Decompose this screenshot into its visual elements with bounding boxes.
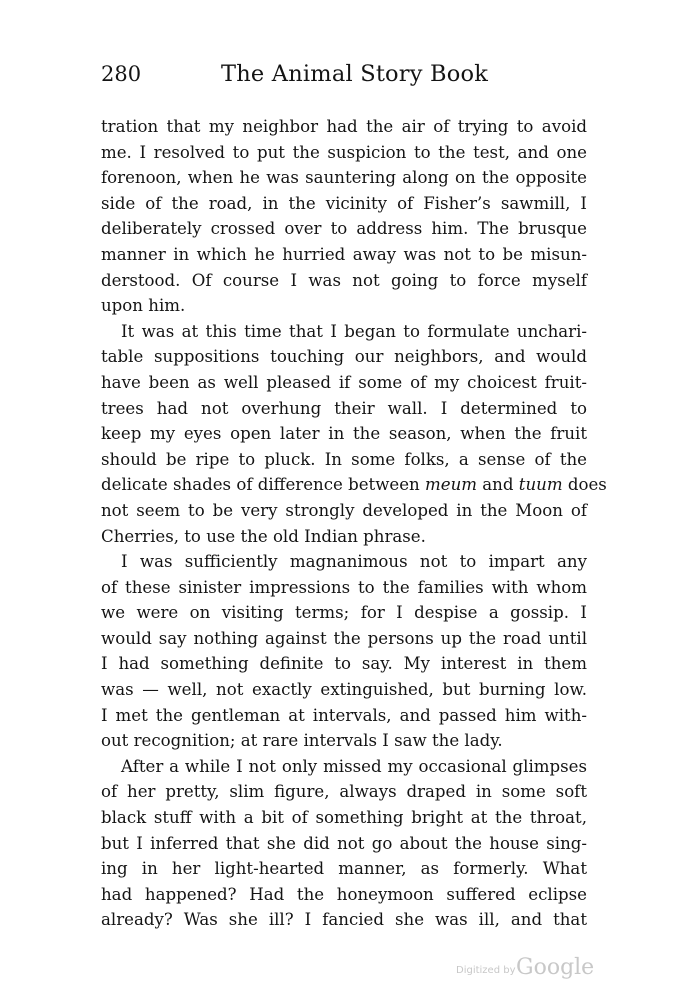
italic-word-tuum: tuum — [518, 475, 563, 495]
text-segment: and — [477, 475, 519, 495]
text-line: black stuff with a bit of something bright at the throat, — [101, 808, 587, 828]
text-line-with-italics — [101, 472, 607, 498]
text-line: have been as well pleased if some of my choicest fruit- — [101, 372, 587, 392]
paragraph-start-line: It was at this time that I began to formulate unchari- — [121, 321, 587, 341]
text-segment: does — [562, 475, 607, 495]
paragraph-end-line: upon him. — [101, 296, 186, 316]
text-line: trees had not overhung their wall. I determined to — [101, 398, 587, 418]
paragraph-end-line: Cherries, to use the old Indian phrase. — [101, 526, 426, 546]
paragraph-start-line: After a while I not only missed my occasional glimpses — [121, 756, 587, 776]
text-line: but I inferred that she did not go about the house sing- — [101, 833, 587, 853]
watermark-prefix: Digitized by — [456, 965, 516, 976]
text-line: tration that my neighbor had the air of trying to avoid — [101, 117, 587, 136]
text-line: was — well, not exactly extinguished, but burning low. — [101, 680, 587, 700]
text-line: derstood. Of course I was not going to force myself — [101, 270, 587, 290]
text-line: should be ripe to pluck. In some folks, a sense of the — [101, 449, 587, 469]
text-line: we were on visiting terms; for I despise a gossip. I — [101, 603, 587, 623]
running-header — [101, 62, 587, 96]
text-line: ing in her light-hearted manner, as formerly. What — [101, 859, 587, 879]
text-line: of these sinister impressions to the families with whom — [101, 577, 587, 597]
text-line: had happened? Had the honeymoon suffered eclipse — [101, 884, 587, 904]
paragraph-end-line: out recognition; at rare intervals I saw the lady. — [101, 731, 503, 751]
body-text — [101, 114, 607, 933]
text-segment: delicate shades of difference between — [101, 475, 426, 495]
text-line: would say nothing against the persons up the road until — [101, 628, 587, 648]
paragraph-start-line: I was sufficiently magnanimous not to impart any — [121, 552, 587, 572]
italic-word-meum: meum — [425, 475, 478, 495]
text-line: of her pretty, slim figure, always draped in some soft — [101, 782, 587, 802]
text-line: side of the road, in the vicinity of Fisher’s sawmill, I — [101, 193, 587, 213]
text-line: I had something definite to say. My interest in them — [101, 654, 587, 674]
text-line: me. I resolved to put the suspicion to the test, and one — [101, 142, 587, 162]
page-number: 280 — [101, 62, 142, 86]
text-line: table suppositions touching our neighbors, and would — [101, 347, 587, 367]
text-line: I met the gentleman at intervals, and passed him with- — [101, 705, 587, 725]
text-line: forenoon, when he was sauntering along on the opposite — [101, 168, 587, 188]
text-line: already? Was she ill? I fancied she was ill, and that — [101, 910, 587, 930]
text-line: not seem to be very strongly developed in the Moon of — [101, 500, 587, 520]
running-title: The Animal Story Book — [221, 61, 489, 87]
text-line: keep my eyes open later in the season, when the fruit — [101, 424, 587, 444]
text-line: manner in which he hurried away was not to be misun- — [101, 244, 587, 264]
text-line: deliberately crossed over to address him. The brusque — [101, 219, 587, 239]
google-logo: Google — [516, 955, 595, 980]
digitized-watermark — [456, 955, 616, 985]
